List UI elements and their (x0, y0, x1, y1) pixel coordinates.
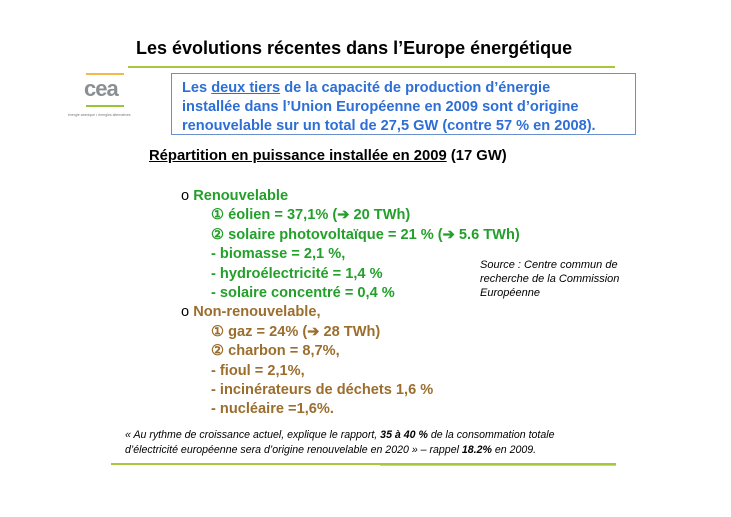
list-item: ② charbon = 8,7%, (211, 343, 340, 360)
quote-emphasis: 35 à 40 % (380, 429, 428, 441)
renewable-label: Renouvelable (193, 188, 289, 204)
quote-line-2 (125, 443, 645, 458)
key-fact-line-3: renouvelable sur un total de 27,5 GW (contre 57 % en 2008). (182, 118, 596, 134)
list-item: - fioul = 2,1%, (211, 362, 305, 379)
source-line: Source : Centre commun de (480, 259, 618, 271)
subtitle-rest: (17 GW) (446, 148, 507, 164)
subtitle-underlined: Répartition en puissance installée en 2009 (149, 148, 447, 164)
quote-line-1 (125, 428, 645, 443)
key-fact-line-1 (182, 79, 635, 98)
list-item: - nucléaire =1,6%. (211, 401, 334, 418)
key-fact-box (171, 73, 636, 135)
key-fact-line-2: installée dans l’Union Européenne en 2009 sont d’origine (182, 99, 579, 115)
capacity-breakdown-list (181, 187, 581, 420)
list-item: - incinérateurs de déchets 1,6 % (211, 381, 434, 398)
nonrenewable-label: Non-renouvelable, (193, 304, 321, 321)
list-item: - biomasse = 2,1 %, (211, 246, 346, 263)
report-quote (125, 428, 645, 458)
bullet-icon: o (181, 188, 190, 204)
list-item: - hydroélectricité = 1,4 % (211, 265, 383, 282)
key-fact-emphasis: deux tiers (211, 80, 281, 96)
cea-logo: cea (84, 76, 118, 101)
source-line: Européenne (480, 287, 540, 299)
quote-text: d’électricité européenne sera d’origine renouvelable en 2020 » – rappel (125, 444, 462, 456)
bullet-icon: o (181, 304, 190, 321)
title-divider (128, 66, 615, 68)
list-item: ① gaz = 24% (➔ 28 TWh) (211, 323, 381, 340)
quote-emphasis: 18.2% (461, 444, 492, 456)
footer-accent (380, 465, 616, 466)
key-fact-text: de la capacité de production d’énergie (280, 80, 551, 96)
list-item: ② solaire photovoltaïque = 21 % (➔ 5.6 TWh) (211, 226, 520, 243)
logo-accent-bottom (86, 105, 124, 107)
renewable-heading (181, 187, 581, 206)
list-item: - solaire concentré = 0,4 % (211, 284, 395, 301)
quote-text: en 2009. (491, 444, 537, 456)
logo-subtitle: énergie atomique • énergies alternatives (68, 113, 131, 117)
section-subtitle (149, 148, 507, 164)
key-fact-text: Les (182, 80, 212, 96)
nonrenewable-heading (181, 303, 581, 322)
source-line: recherche de la Commission (480, 273, 620, 285)
logo-accent-top (86, 73, 124, 75)
source-note (480, 258, 680, 300)
quote-text: « Au rythme de croissance actuel, explique le rapport, (125, 429, 381, 441)
page-title: Les évolutions récentes dans l’Europe énergétique (136, 38, 573, 58)
quote-text: de la consommation totale (427, 429, 555, 441)
list-item: ① éolien = 37,1% (➔ 20 TWh) (211, 207, 411, 224)
